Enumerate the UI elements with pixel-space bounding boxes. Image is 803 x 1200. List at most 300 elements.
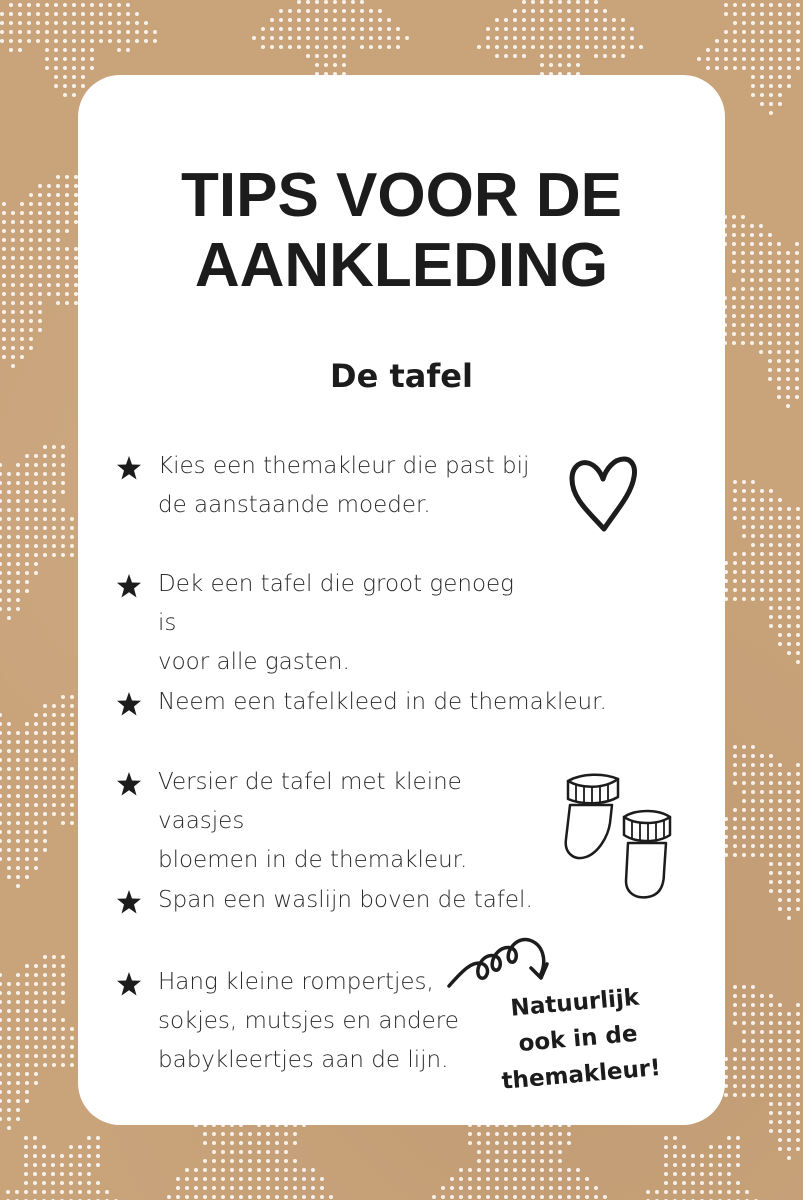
background-dot: [275, 1195, 279, 1199]
background-dot: [760, 3, 764, 7]
background-dot: [221, 1168, 225, 1172]
background-dot: [7, 589, 11, 593]
background-dot: [759, 350, 763, 354]
background-dot: [760, 534, 764, 538]
background-dot: [513, 54, 517, 58]
background-dot: [769, 871, 773, 875]
background-dot: [522, 1141, 526, 1145]
tip-text: Versier de tafel met kleine vaasjes bloemen in de themakleur.: [158, 769, 468, 873]
background-dot: [540, 9, 544, 13]
background-dot: [760, 781, 764, 785]
background-dot: [54, 84, 58, 88]
background-dot: [16, 1000, 20, 1004]
background-dot: [11, 346, 15, 350]
background-dot: [221, 1195, 225, 1199]
background-dot: [724, 30, 728, 34]
background-dot: [248, 1141, 252, 1145]
background-dot: [787, 615, 791, 619]
background-dot: [787, 880, 791, 884]
baby-booties-icon: [556, 767, 681, 902]
background-dot: [778, 790, 782, 794]
background-dot: [306, 36, 310, 40]
background-dot: [751, 39, 755, 43]
background-dot: [306, 18, 310, 22]
background-dot: [47, 238, 51, 242]
background-dot: [522, 1177, 526, 1181]
background-dot: [54, 66, 58, 70]
background-dot: [387, 18, 391, 22]
background-dot: [324, 0, 328, 4]
background-dot: [52, 964, 56, 968]
background-dot: [351, 0, 355, 4]
background-dot: [778, 75, 782, 79]
background-dot: [787, 552, 791, 556]
background-dot: [297, 0, 301, 4]
background-dot: [279, 18, 283, 22]
background-dot: [25, 776, 29, 780]
background-dot: [266, 1141, 270, 1145]
background-dot: [203, 1141, 207, 1145]
background-dot: [87, 1163, 91, 1167]
background-dot: [315, 27, 319, 31]
background-dot: [736, 1154, 740, 1158]
background-dot: [11, 211, 15, 215]
background-dot: [72, 30, 76, 34]
background-dot: [549, 1177, 553, 1181]
background-dot: [212, 1150, 216, 1154]
background-dot: [342, 9, 346, 13]
background-dot: [16, 1108, 20, 1112]
background-dot: [603, 27, 607, 31]
background-dot: [715, 48, 719, 52]
background-dot: [25, 1036, 29, 1040]
background-dot: [742, 1084, 746, 1088]
background-dot: [297, 27, 301, 31]
background-dot: [78, 1181, 82, 1185]
background-dot: [495, 18, 499, 22]
background-dot: [742, 12, 746, 16]
background-dot: [52, 481, 56, 485]
background-dot: [742, 1048, 746, 1052]
background-dot: [751, 985, 755, 989]
background-dot: [360, 9, 364, 13]
background-dot: [18, 39, 22, 43]
background-dot: [567, 1195, 571, 1199]
background-dot: [778, 808, 782, 812]
background-dot: [378, 36, 382, 40]
background-dot: [42, 1190, 46, 1194]
background-dot: [664, 1190, 668, 1194]
background-dot: [0, 830, 2, 834]
background-dot: [52, 445, 56, 449]
background-dot: [621, 36, 625, 40]
background-dot: [63, 48, 67, 52]
background-dot: [203, 1195, 207, 1199]
background-dot: [769, 889, 773, 893]
background-dot: [778, 1147, 782, 1151]
background-dot: [741, 314, 745, 318]
background-dot: [751, 1021, 755, 1025]
background-dot: [0, 785, 2, 789]
background-dot: [275, 1177, 279, 1181]
background-dot: [61, 776, 65, 780]
tip-text: Kies een themakleur die past bij de aanstaande moeder.: [158, 453, 530, 518]
background-dot: [72, 93, 76, 97]
background-dot: [531, 1168, 535, 1172]
background-dot: [25, 821, 29, 825]
background-dot: [787, 606, 791, 610]
background-dot: [709, 1145, 713, 1149]
background-dot: [495, 1168, 499, 1172]
background-dot: [36, 30, 40, 34]
background-dot: [751, 84, 755, 88]
background-dot: [796, 597, 800, 601]
background-dot: [432, 1195, 436, 1199]
background-dot: [18, 48, 22, 52]
background-dot: [778, 1111, 782, 1115]
background-dot: [697, 57, 701, 61]
background-dot: [16, 866, 20, 870]
background-dot: [751, 525, 755, 529]
background-dot: [221, 1159, 225, 1163]
background-dot: [70, 821, 74, 825]
background-dot: [759, 242, 763, 246]
background-dot: [45, 39, 49, 43]
background-dot: [43, 749, 47, 753]
background-dot: [769, 994, 773, 998]
background-dot: [585, 0, 589, 4]
background-dot: [34, 803, 38, 807]
background-dot: [778, 1066, 782, 1070]
background-dot: [796, 1075, 800, 1079]
background-dot: [257, 1168, 261, 1172]
background-dot: [275, 1168, 279, 1172]
background-dot: [70, 1045, 74, 1049]
background-dot: [733, 30, 737, 34]
background-dot: [778, 1075, 782, 1079]
background-dot: [795, 251, 799, 255]
background-dot: [61, 526, 65, 530]
background-dot: [715, 66, 719, 70]
background-dot: [751, 588, 755, 592]
background-dot: [742, 1075, 746, 1079]
background-dot: [16, 740, 20, 744]
background-dot: [72, 3, 76, 7]
background-dot: [29, 274, 33, 278]
background-dot: [760, 1048, 764, 1052]
background-dot: [257, 1195, 261, 1199]
background-dot: [16, 1018, 20, 1022]
background-dot: [742, 1066, 746, 1070]
background-dot: [275, 1132, 279, 1136]
background-dot: [531, 36, 535, 40]
background-dot: [732, 323, 736, 327]
background-dot: [540, 54, 544, 58]
background-dot: [9, 21, 13, 25]
background-dot: [70, 517, 74, 521]
background-dot: [16, 526, 20, 530]
background-dot: [7, 1045, 11, 1049]
background-dot: [52, 794, 56, 798]
background-dot: [81, 21, 85, 25]
background-dot: [751, 579, 755, 583]
background-dot: [266, 1177, 270, 1181]
background-dot: [531, 1141, 535, 1145]
background-dot: [778, 66, 782, 70]
background-dot: [11, 265, 15, 269]
background-dot: [25, 508, 29, 512]
background-dot: [126, 39, 130, 43]
background-dot: [34, 830, 38, 834]
background-dot: [34, 508, 38, 512]
tip-item: [116, 763, 536, 880]
background-dot: [7, 821, 11, 825]
background-dot: [778, 507, 782, 511]
background-dot: [760, 588, 764, 592]
background-dot: [61, 722, 65, 726]
background-dot: [126, 30, 130, 34]
background-dot: [7, 481, 11, 485]
background-dot: [567, 45, 571, 49]
background-dot: [11, 256, 15, 260]
background-dot: [70, 794, 74, 798]
background-dot: [787, 624, 791, 628]
background-dot: [288, 36, 292, 40]
background-dot: [7, 490, 11, 494]
background-dot: [733, 39, 737, 43]
background-dot: [733, 763, 737, 767]
tip-item: [116, 447, 536, 525]
background-dot: [796, 871, 800, 875]
background-dot: [7, 785, 11, 789]
background-dot: [42, 1181, 46, 1185]
background-dot: [786, 305, 790, 309]
background-dot: [477, 1150, 481, 1154]
background-dot: [9, 48, 13, 52]
background-dot: [733, 552, 737, 556]
background-dot: [531, 1195, 535, 1199]
star-bullet-icon: [116, 971, 142, 997]
background-dot: [24, 1136, 28, 1140]
background-dot: [768, 287, 772, 291]
background-dot: [691, 1181, 695, 1185]
background-dot: [522, 0, 526, 4]
background-dot: [787, 543, 791, 547]
background-dot: [7, 553, 11, 557]
background-dot: [230, 1150, 234, 1154]
background-dot: [522, 54, 526, 58]
title-line-1: TIPS VOOR DE: [181, 161, 622, 230]
background-dot: [751, 48, 755, 52]
background-dot: [43, 758, 47, 762]
background-dot: [315, 0, 319, 4]
background-dot: [540, 1141, 544, 1145]
background-dot: [594, 54, 598, 58]
background-dot: [61, 463, 65, 467]
background-dot: [45, 66, 49, 70]
background-dot: [61, 767, 65, 771]
background-dot: [43, 812, 47, 816]
background-dot: [302, 1186, 306, 1190]
background-dot: [43, 839, 47, 843]
background-dot: [751, 570, 755, 574]
background-dot: [567, 1141, 571, 1145]
background-dot: [45, 57, 49, 61]
background-dot: [257, 1150, 261, 1154]
background-dot: [315, 45, 319, 49]
background-dot: [778, 889, 782, 893]
background-dot: [351, 27, 355, 31]
background-dot: [549, 1168, 553, 1172]
background-dot: [751, 1030, 755, 1034]
background-dot: [0, 571, 2, 575]
background-dot: [612, 45, 616, 49]
background-dot: [65, 301, 69, 305]
background-dot: [38, 328, 42, 332]
background-dot: [7, 499, 11, 503]
background-dot: [306, 54, 310, 58]
background-dot: [777, 359, 781, 363]
background-dot: [342, 54, 346, 58]
background-dot: [585, 45, 589, 49]
background-dot: [54, 30, 58, 34]
background-dot: [61, 1063, 65, 1067]
background-dot: [769, 3, 773, 7]
background-dot: [51, 1172, 55, 1176]
background-dot: [135, 12, 139, 16]
background-dot: [43, 785, 47, 789]
background-dot: [777, 332, 781, 336]
background-dot: [36, 3, 40, 7]
background-dot: [795, 242, 799, 246]
background-dot: [778, 579, 782, 583]
background-dot: [25, 973, 29, 977]
background-dot: [38, 247, 42, 251]
background-dot: [25, 875, 29, 879]
background-dot: [52, 1009, 56, 1013]
background-dot: [760, 1003, 764, 1007]
background-dot: [751, 1057, 755, 1061]
background-dot: [315, 18, 319, 22]
background-dot: [34, 1072, 38, 1076]
background-dot: [7, 794, 11, 798]
background-dot: [760, 994, 764, 998]
background-dot: [16, 553, 20, 557]
background-dot: [540, 0, 544, 4]
background-dot: [513, 36, 517, 40]
background-dot: [777, 251, 781, 255]
background-dot: [56, 202, 60, 206]
background-dot: [90, 3, 94, 7]
background-dot: [742, 498, 746, 502]
background-dot: [796, 1066, 800, 1070]
background-dot: [751, 480, 755, 484]
background-dot: [34, 463, 38, 467]
background-dot: [513, 45, 517, 49]
background-dot: [786, 296, 790, 300]
background-dot: [769, 1111, 773, 1115]
background-dot: [360, 0, 364, 4]
background-dot: [742, 3, 746, 7]
background-dot: [34, 973, 38, 977]
background-dot: [36, 39, 40, 43]
background-dot: [16, 1009, 20, 1013]
background-dot: [45, 3, 49, 7]
background-dot: [751, 12, 755, 16]
background-dot: [0, 562, 2, 566]
background-dot: [0, 1036, 2, 1040]
background-dot: [673, 1172, 677, 1176]
background-dot: [751, 844, 755, 848]
background-dot: [733, 985, 737, 989]
background-dot: [760, 84, 764, 88]
background-dot: [742, 835, 746, 839]
background-dot: [185, 1195, 189, 1199]
background-dot: [769, 1021, 773, 1025]
background-dot: [477, 1195, 481, 1199]
background-dot: [0, 598, 2, 602]
background-dot: [16, 481, 20, 485]
background-dot: [70, 749, 74, 753]
background-dot: [477, 1141, 481, 1145]
background-dot: [56, 274, 60, 278]
background-dot: [745, 1190, 749, 1194]
background-dot: [540, 1168, 544, 1172]
background-dot: [56, 220, 60, 224]
background-dot: [342, 27, 346, 31]
background-dot: [724, 12, 728, 16]
background-dot: [778, 525, 782, 529]
background-dot: [796, 1111, 800, 1115]
background-dot: [34, 964, 38, 968]
background-dot: [760, 817, 764, 821]
background-dot: [778, 1084, 782, 1088]
background-dot: [486, 1159, 490, 1163]
background-dot: [11, 220, 15, 224]
background-dot: [99, 3, 103, 7]
background-dot: [351, 36, 355, 40]
background-dot: [297, 36, 301, 40]
background-dot: [61, 1018, 65, 1022]
background-dot: [787, 642, 791, 646]
background-dot: [47, 256, 51, 260]
background-dot: [594, 36, 598, 40]
background-dot: [135, 39, 139, 43]
background-dot: [43, 722, 47, 726]
background-dot: [65, 229, 69, 233]
background-dot: [25, 812, 29, 816]
background-dot: [43, 544, 47, 548]
background-dot: [733, 597, 737, 601]
background-dot: [203, 1132, 207, 1136]
background-dot: [778, 597, 782, 601]
background-dot: [18, 3, 22, 7]
background-dot: [768, 350, 772, 354]
background-dot: [796, 1048, 800, 1052]
background-dot: [65, 202, 69, 206]
background-dot: [78, 1145, 82, 1149]
background-dot: [324, 9, 328, 13]
background-dot: [34, 1027, 38, 1031]
background-dot: [558, 36, 562, 40]
background-dot: [81, 57, 85, 61]
background-dot: [796, 624, 800, 628]
background-dot: [61, 749, 65, 753]
background-dot: [43, 776, 47, 780]
background-dot: [284, 1132, 288, 1136]
background-dot: [778, 543, 782, 547]
background-dot: [741, 296, 745, 300]
